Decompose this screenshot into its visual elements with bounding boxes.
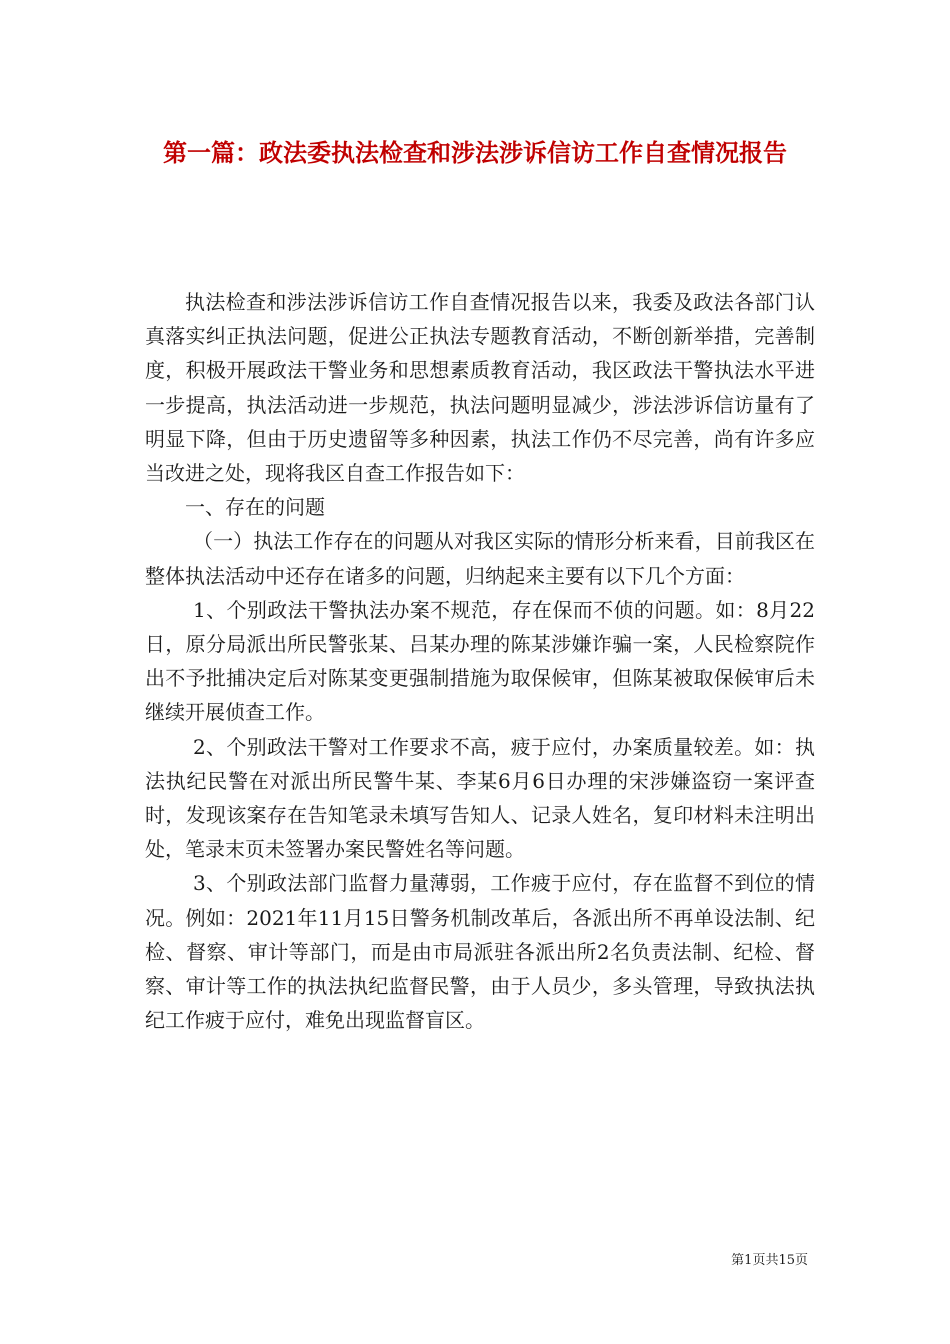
paragraph-intro: 执法检查和涉法涉诉信访工作自查情况报告以来，我委及政法各部门认真落实纠正执法问题，促进公正执法专题教育活动，不断创新举措，完善制度，积极开展政法干警业务和思想素质教育活动，我区政法干警执法水平进一步提高，执法活动进一步规范，执法问题明显减少，涉法涉诉信访量有了明显下降，但由于历史遗留等多种因素，执法工作仍不尽完善，尚有许多应当改进之处，现将我区自查工作报告如下： — [145, 290, 815, 486]
document-body — [145, 285, 815, 1037]
section-heading: 一、存在的问题 — [185, 495, 325, 520]
paragraph-item-3: 3、个别政法部门监督力量薄弱，工作疲于应付，存在监督不到位的情况。例如：2021年11月15日警务机制改革后，各派出所不再单设法制、纪检、督察、审计等部门，而是由市局派驻各派出所2名负责法制、纪检、督察、审计等工作的执法执纪监督民警，由于人员少，多头管理，导致执法执纪工作疲于应付，难免出现监督盲区。 — [145, 871, 815, 1033]
paragraph-subsection: （一）执法工作存在的问题从对我区实际的情形分析来看，目前我区在整体执法活动中还存在诸多的问题，归纳起来主要有以下几个方面： — [145, 529, 815, 588]
paragraph-item-2: 2、个别政法干警对工作要求不高，疲于应付，办案质量较差。如：执法执纪民警在对派出所民警牛某、李某6月6日办理的宋涉嫌盗窃一案评查时，发现该案存在告知笔录未填写告知人、记录人姓名，复印材料未注明出处，笔录末页未签署办案民警姓名等问题。 — [145, 734, 815, 862]
page-number: 第1页共15页 — [731, 1253, 808, 1268]
document-title: 第一篇：政法委执法检查和涉法涉诉信访工作自查情况报告 — [163, 138, 787, 167]
paragraph-item-1: 1、个别政法干警执法办案不规范，存在保而不侦的问题。如：8月22日，原分局派出所民警张某、吕某办理的陈某涉嫌诈骗一案，人民检察院作出不予批捕决定后对陈某变更强制措施为取保候审，但陈某被取保候审后未继续开展侦查工作。 — [145, 597, 815, 725]
